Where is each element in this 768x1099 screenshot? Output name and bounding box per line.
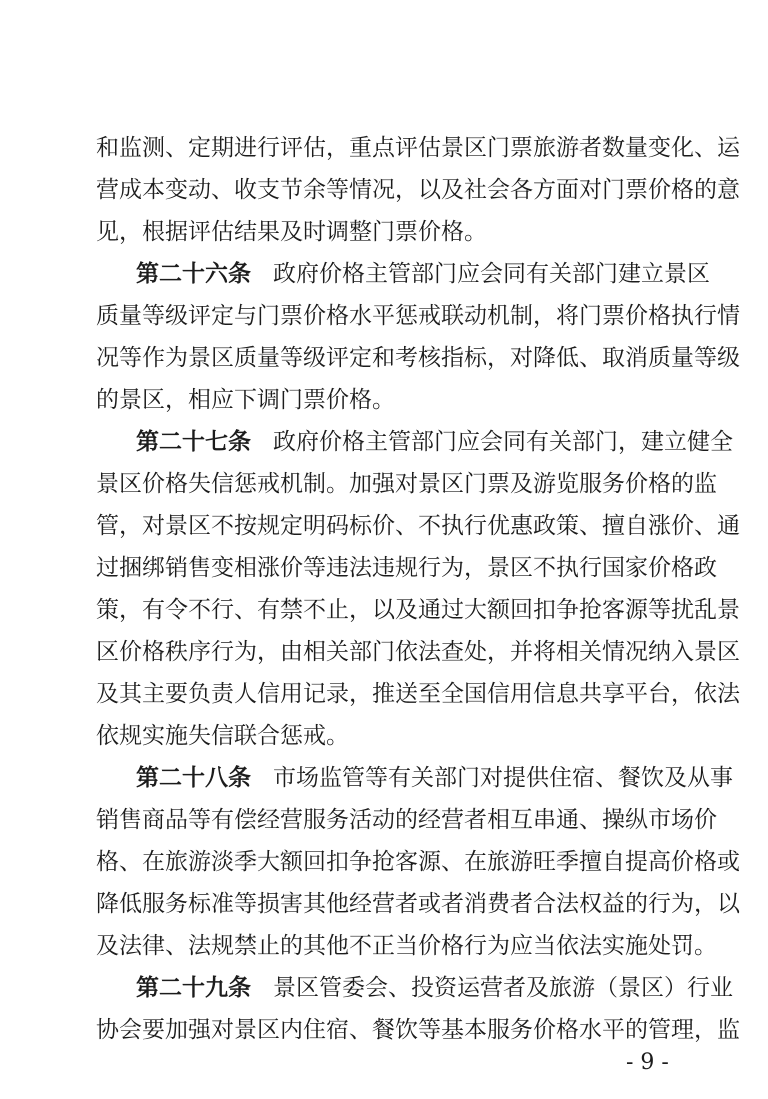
- text-line: 协会要加强对景区内住宿、餐饮等基本服务价格水平的管理，监: [96, 1017, 740, 1043]
- text-line: 销售商品等有偿经营服务活动的经营者相互串通、操纵市场价: [96, 807, 717, 833]
- text-line: 况等作为景区质量等级评定和考核指标，对降低、取消质量等级: [96, 345, 740, 371]
- text-line: 策，有令不行、有禁不止，以及通过大额回扣争抢客源等扰乱景: [96, 597, 740, 623]
- article-27-heading: 第二十七条: [136, 429, 251, 455]
- text-line: 景区价格失信惩戒机制。加强对景区门票及游览服务价格的监: [96, 471, 717, 497]
- article-26-heading: 第二十六条: [136, 261, 251, 287]
- text-line: 过捆绑销售变相涨价等违法违规行为，景区不执行国家价格政: [96, 555, 717, 581]
- page-number: - 9 -: [626, 1050, 669, 1075]
- text-line: 营成本变动、收支节余等情况，以及社会各方面对门票价格的意: [96, 177, 740, 203]
- text-line: 市场监管等有关部门对提供住宿、餐饮及从事: [273, 765, 733, 791]
- text-line: 和监测、定期进行评估，重点评估景区门票旅游者数量变化、运: [96, 135, 740, 161]
- article-29-first-line: [136, 968, 733, 1008]
- text-line: 及其主要负责人信用记录，推送至全国信用信息共享平台，依法: [96, 681, 740, 707]
- text-line: 的景区，相应下调门票价格。: [96, 387, 395, 413]
- text-line: 政府价格主管部门应会同有关部门，建立健全: [273, 429, 733, 455]
- article-28-heading: 第二十八条: [136, 765, 251, 791]
- text-line: 降低服务标准等损害其他经营者或者消费者合法权益的行为，以: [96, 891, 740, 917]
- text-line: 格、在旅游淡季大额回扣争抢客源、在旅游旺季擅自提高价格或: [96, 849, 740, 875]
- text-line: 政府价格主管部门应会同有关部门建立景区: [273, 261, 710, 287]
- text-line: 管，对景区不按规定明码标价、不执行优惠政策、擅自涨价、通: [96, 513, 740, 539]
- article-26-first-line: [136, 254, 710, 294]
- text-line: 景区管委会、投资运营者及旅游（景区）行业: [273, 975, 733, 1001]
- text-line: 依规实施失信联合惩戒。: [96, 723, 349, 749]
- article-29-heading: 第二十九条: [136, 975, 251, 1001]
- text-line: 质量等级评定与门票价格水平惩戒联动机制，将门票价格执行情: [96, 303, 740, 329]
- article-27-first-line: [136, 422, 733, 462]
- text-line: 及法律、法规禁止的其他不正当价格行为应当依法实施处罚。: [96, 933, 717, 959]
- article-28-first-line: [136, 758, 733, 798]
- text-line: 见，根据评估结果及时调整门票价格。: [96, 219, 487, 245]
- text-line: 区价格秩序行为，由相关部门依法查处，并将相关情况纳入景区: [96, 639, 740, 665]
